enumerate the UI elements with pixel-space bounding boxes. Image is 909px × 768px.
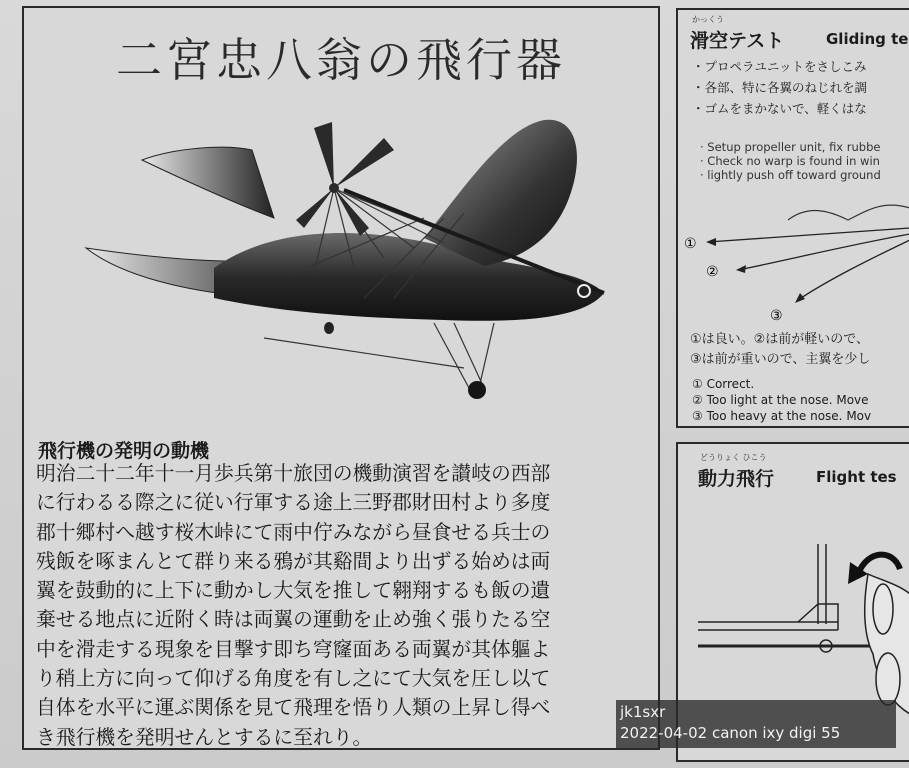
flight-title-ja: 動力飛行 bbox=[698, 468, 775, 490]
photo-watermark bbox=[616, 700, 896, 748]
watermark-date-camera: 2022-04-02 canon ixy digi 55 bbox=[620, 724, 841, 742]
motive-line: 郡十郷村へ越す桜木峠にて雨中佇みながら昼食せる兵士の bbox=[36, 520, 551, 544]
propeller bbox=[296, 122, 394, 236]
gliding-steps-ja bbox=[692, 56, 867, 119]
rear-wheel bbox=[324, 322, 334, 334]
tail-fin bbox=[142, 147, 274, 218]
front-wheel bbox=[468, 381, 486, 399]
motive-line: に行わるる際之に従い行軍する途上三野郡財田村より多度 bbox=[36, 491, 551, 515]
step-en: · Setup propeller unit, fix rubbe bbox=[700, 140, 881, 154]
gliding-ruby: かっくう bbox=[692, 15, 724, 24]
gliding-results-ja bbox=[690, 330, 870, 370]
motive-line: り稍上方に向って仰げる角度を有し之にて大気を圧し以て bbox=[36, 667, 551, 691]
hand-icon bbox=[865, 574, 909, 714]
step-ja: ・ゴムをまかないで、軽くはな bbox=[692, 101, 867, 116]
motive-line: 棄せる地点に近附く時は両翼の運動を止め強く張りたる空 bbox=[36, 608, 551, 632]
step-ja: ・各部、特に各翼のねじれを調 bbox=[692, 80, 868, 95]
motive-line: 自体を水平に運ぶ関係を見て飛理を悟り人類の上昇し得べ bbox=[36, 696, 551, 720]
gliding-title-en: Gliding te bbox=[826, 30, 909, 48]
result-ja: ①は良い。②は前が軽いので、 bbox=[690, 332, 870, 347]
flight-title-en: Flight tes bbox=[816, 468, 897, 486]
history-panel bbox=[22, 6, 660, 750]
result-en: ③ Too heavy at the nose. Mov bbox=[692, 409, 872, 423]
motive-line: 明治二十二年十一月歩兵第十旅団の機動演習を讃岐の西部 bbox=[36, 462, 551, 485]
flight-ruby: どうりょく ひこう bbox=[700, 453, 767, 462]
path-marker-1: ① bbox=[684, 236, 697, 252]
fuselage bbox=[214, 233, 604, 321]
path-marker-3: ③ bbox=[770, 308, 783, 324]
main-wing bbox=[424, 120, 577, 266]
motive-line: 残飯を啄まんとて群り来る鴉が其谿間より出ずる始めは両 bbox=[36, 549, 551, 573]
gliding-steps-en bbox=[700, 140, 881, 182]
step-en: · Check no warp is found in win bbox=[700, 154, 880, 168]
motive-heading: 飛行機の発明の動機 bbox=[38, 440, 210, 462]
watermark-author: jk1sxr bbox=[620, 703, 666, 721]
main-title: 二宮忠八翁の飛行器 bbox=[116, 33, 566, 87]
rotate-arrow-icon bbox=[858, 555, 900, 574]
glide-path-diagram bbox=[678, 200, 909, 330]
winding-diagram bbox=[678, 534, 909, 714]
flying-machine-illustration bbox=[64, 98, 624, 418]
result-ja: ③は前が重いので、主翼を少し bbox=[690, 352, 871, 367]
result-en: ② Too light at the nose. Move bbox=[692, 393, 869, 407]
gliding-test-panel bbox=[676, 8, 909, 428]
motive-line: き飛行機を発明せんとするに至れり。 bbox=[36, 725, 373, 749]
gliding-results-en bbox=[692, 376, 871, 424]
result-en: ① Correct. bbox=[692, 377, 755, 391]
motive-paragraph bbox=[36, 459, 648, 752]
motive-line: 中を滑走する現象を目撃す即ち穹窿面ある両翼が其体軀よ bbox=[36, 637, 551, 661]
glider-outline bbox=[788, 205, 909, 220]
step-en: · lightly push off toward ground bbox=[700, 168, 881, 182]
step-ja: ・プロペラユニットをさしこみ bbox=[692, 59, 867, 74]
motive-line: 翼を鼓動的に上下に動かし大気を推して翱翔するも飯の遺 bbox=[36, 579, 551, 603]
path-marker-2: ② bbox=[706, 264, 719, 280]
gliding-title-ja: 滑空テスト bbox=[690, 30, 785, 52]
